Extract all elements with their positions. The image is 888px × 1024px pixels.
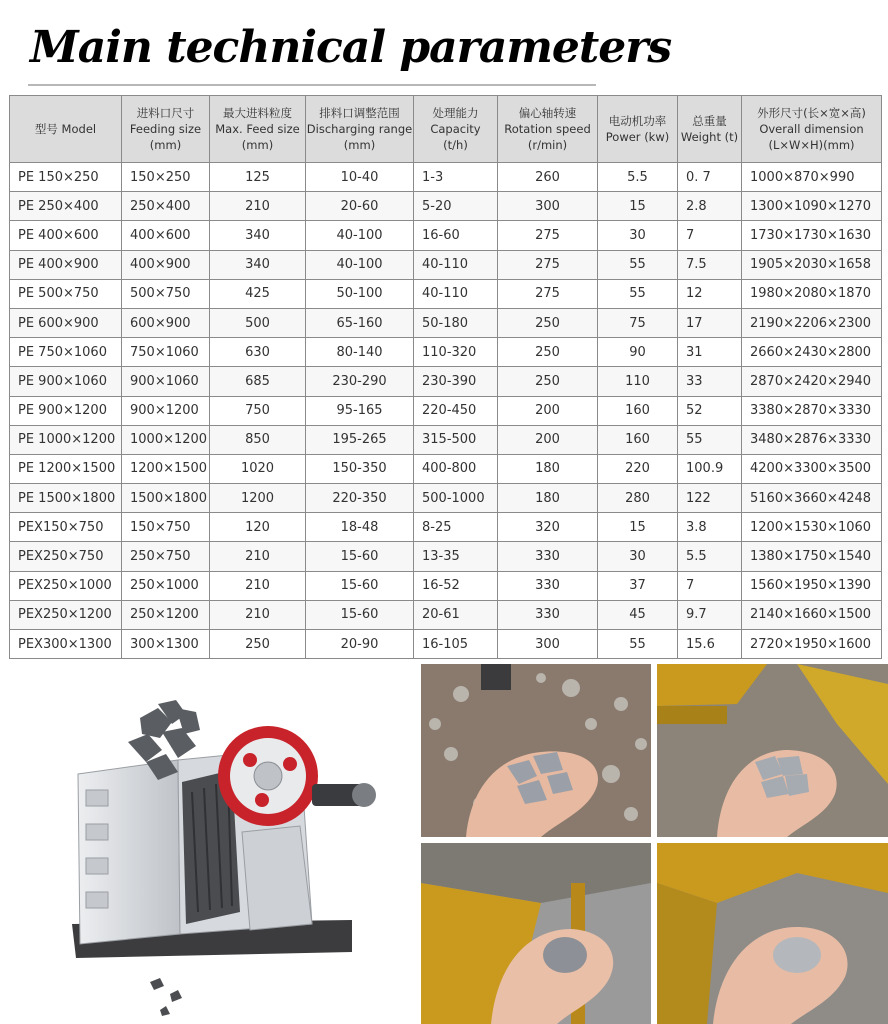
column-header-en: Overall dimension xyxy=(759,122,864,136)
table-cell: 250 xyxy=(210,630,306,659)
table-cell: 2140×1660×1500 xyxy=(742,600,882,629)
table-cell: 30 xyxy=(598,542,678,571)
table-cell: 1500×1800 xyxy=(122,484,210,513)
table-cell: 15-60 xyxy=(306,571,414,600)
table-cell: 95-165 xyxy=(306,396,414,425)
column-header xyxy=(598,96,678,163)
column-header-cn: 外形尺寸(长×宽×高) xyxy=(757,106,866,120)
table-cell: 1200×1500 xyxy=(122,454,210,483)
table-cell: 300 xyxy=(498,192,598,221)
table-cell: 250×1200 xyxy=(122,600,210,629)
column-header xyxy=(306,96,414,163)
table-row xyxy=(10,163,882,192)
table-cell: PEX250×1200 xyxy=(10,600,122,629)
table-row xyxy=(10,513,882,542)
table-cell: 10-40 xyxy=(306,163,414,192)
table-cell: 220-450 xyxy=(414,396,498,425)
table-row xyxy=(10,542,882,571)
table-cell: PEX300×1300 xyxy=(10,630,122,659)
table-cell: 330 xyxy=(498,542,598,571)
table-cell: 250×400 xyxy=(122,192,210,221)
table-row xyxy=(10,279,882,308)
table-cell: 52 xyxy=(678,396,742,425)
table-cell: 400×600 xyxy=(122,221,210,250)
column-header-cn: 排料口调整范围 xyxy=(319,106,400,120)
table-row xyxy=(10,367,882,396)
table-cell: 75 xyxy=(598,308,678,337)
table-cell: 750 xyxy=(210,396,306,425)
table-cell: PE 500×750 xyxy=(10,279,122,308)
table-cell: 1905×2030×1658 xyxy=(742,250,882,279)
product-photos xyxy=(0,662,888,1024)
table-cell: PEX250×1000 xyxy=(10,571,122,600)
jaw-crusher-illustration xyxy=(0,662,418,1024)
table-cell: PE 900×1060 xyxy=(10,367,122,396)
table-cell: 230-290 xyxy=(306,367,414,396)
table-cell: 1020 xyxy=(210,454,306,483)
table-cell: 50-100 xyxy=(306,279,414,308)
table-row xyxy=(10,454,882,483)
page-title: Main technical parameters xyxy=(30,22,672,73)
table-cell: 2660×2430×2800 xyxy=(742,338,882,367)
table-cell: 260 xyxy=(498,163,598,192)
table-cell: 40-110 xyxy=(414,250,498,279)
table-cell: 40-100 xyxy=(306,221,414,250)
table-row xyxy=(10,630,882,659)
column-header-en: Weight (t) xyxy=(680,130,739,144)
table-cell: PE 750×1060 xyxy=(10,338,122,367)
table-cell: 275 xyxy=(498,221,598,250)
column-header-cn: 偏心轴转速 xyxy=(518,106,577,120)
column-header-unit: (mm) xyxy=(343,138,376,152)
table-row xyxy=(10,571,882,600)
table-cell: 250×1000 xyxy=(122,571,210,600)
table-cell: 55 xyxy=(678,425,742,454)
table-cell: 425 xyxy=(210,279,306,308)
table-cell: 20-61 xyxy=(414,600,498,629)
table-cell: 230-390 xyxy=(414,367,498,396)
hand-gravel-photo-1 xyxy=(421,664,651,837)
table-cell: 65-160 xyxy=(306,308,414,337)
table-cell: 275 xyxy=(498,250,598,279)
table-cell: 150×750 xyxy=(122,513,210,542)
table-cell: 122 xyxy=(678,484,742,513)
table-cell: 15-60 xyxy=(306,600,414,629)
table-cell: PE 1000×1200 xyxy=(10,425,122,454)
table-cell: 55 xyxy=(598,279,678,308)
table-cell: 0. 7 xyxy=(678,163,742,192)
column-header-en: Capacity xyxy=(430,122,481,136)
table-cell: 45 xyxy=(598,600,678,629)
table-cell: 210 xyxy=(210,192,306,221)
title-underline xyxy=(28,84,596,86)
table-cell: 180 xyxy=(498,484,598,513)
table-cell: 8-25 xyxy=(414,513,498,542)
table-row xyxy=(10,250,882,279)
table-cell: 16-60 xyxy=(414,221,498,250)
table-cell: 40-100 xyxy=(306,250,414,279)
table-cell: 150×250 xyxy=(122,163,210,192)
column-header-cn: 最大进料粒度 xyxy=(223,106,292,120)
column-header-unit: (mm) xyxy=(241,138,274,152)
hand-sand-photo-1 xyxy=(421,843,651,1024)
table-cell: 320 xyxy=(498,513,598,542)
column-header-en: Rotation speed xyxy=(504,122,591,136)
table-cell: 250 xyxy=(498,308,598,337)
table-cell: 1560×1950×1390 xyxy=(742,571,882,600)
column-header-en: Power (kw) xyxy=(605,130,670,144)
table-cell: 195-265 xyxy=(306,425,414,454)
table-cell: 275 xyxy=(498,279,598,308)
table-cell: 210 xyxy=(210,600,306,629)
table-cell: 5.5 xyxy=(678,542,742,571)
column-header-cn: 处理能力 xyxy=(432,106,479,120)
table-cell: 5160×3660×4248 xyxy=(742,484,882,513)
table-cell: 900×1200 xyxy=(122,396,210,425)
table-cell: 110-320 xyxy=(414,338,498,367)
table-cell: 5.5 xyxy=(598,163,678,192)
hand-gravel-photo-2 xyxy=(657,664,888,837)
table-cell: 100.9 xyxy=(678,454,742,483)
column-header xyxy=(498,96,598,163)
table-cell: 200 xyxy=(498,425,598,454)
table-header xyxy=(10,96,882,163)
column-header-cn: 电动机功率 xyxy=(608,114,667,128)
table-cell: 630 xyxy=(210,338,306,367)
table-cell: 2.8 xyxy=(678,192,742,221)
table-cell: 850 xyxy=(210,425,306,454)
table-cell: 20-90 xyxy=(306,630,414,659)
table-cell: 7.5 xyxy=(678,250,742,279)
table-cell: 3.8 xyxy=(678,513,742,542)
table-cell: PE 900×1200 xyxy=(10,396,122,425)
table-cell: PE 600×900 xyxy=(10,308,122,337)
table-cell: PE 150×250 xyxy=(10,163,122,192)
table-cell: 15.6 xyxy=(678,630,742,659)
column-header-unit: (r/min) xyxy=(527,138,568,152)
table-cell: 5-20 xyxy=(414,192,498,221)
table-header-row xyxy=(10,96,882,163)
table-cell: PE 1200×1500 xyxy=(10,454,122,483)
table-row xyxy=(10,484,882,513)
table-cell: 300×1300 xyxy=(122,630,210,659)
table-cell: 160 xyxy=(598,396,678,425)
table-cell: PE 250×400 xyxy=(10,192,122,221)
table-cell: 15-60 xyxy=(306,542,414,571)
table-row xyxy=(10,192,882,221)
table-cell: 3380×2870×3330 xyxy=(742,396,882,425)
column-header-unit: (t/h) xyxy=(443,138,468,152)
table-cell: 9.7 xyxy=(678,600,742,629)
table-cell: 150-350 xyxy=(306,454,414,483)
table-cell: 1200×1530×1060 xyxy=(742,513,882,542)
table-cell: 80-140 xyxy=(306,338,414,367)
table-cell: 7 xyxy=(678,571,742,600)
table-cell: 1200 xyxy=(210,484,306,513)
table-cell: 500 xyxy=(210,308,306,337)
table-cell: 900×1060 xyxy=(122,367,210,396)
title-area xyxy=(0,0,888,92)
table-cell: 37 xyxy=(598,571,678,600)
table-cell: 210 xyxy=(210,571,306,600)
table-cell: 750×1060 xyxy=(122,338,210,367)
column-header xyxy=(210,96,306,163)
column-header-unit: (mm) xyxy=(149,138,182,152)
table-cell: 12 xyxy=(678,279,742,308)
column-header-en: Discharging range xyxy=(306,122,413,136)
table-cell: 220 xyxy=(598,454,678,483)
table-cell: 1-3 xyxy=(414,163,498,192)
table-cell: 1730×1730×1630 xyxy=(742,221,882,250)
column-header xyxy=(10,96,122,163)
table-cell: 250 xyxy=(498,338,598,367)
table-cell: 15 xyxy=(598,513,678,542)
table-cell: 16-105 xyxy=(414,630,498,659)
table-cell: 400×900 xyxy=(122,250,210,279)
table-cell: 55 xyxy=(598,250,678,279)
table-cell: 120 xyxy=(210,513,306,542)
table-cell: 1000×1200 xyxy=(122,425,210,454)
table-cell: PEX150×750 xyxy=(10,513,122,542)
table-cell: 90 xyxy=(598,338,678,367)
column-header-en: Feeding size xyxy=(129,122,202,136)
table-cell: 160 xyxy=(598,425,678,454)
column-header xyxy=(122,96,210,163)
table-row xyxy=(10,600,882,629)
table-cell: 31 xyxy=(678,338,742,367)
table-row xyxy=(10,396,882,425)
table-cell: 30 xyxy=(598,221,678,250)
table-cell: 13-35 xyxy=(414,542,498,571)
table-cell: 250 xyxy=(498,367,598,396)
column-header-cn: 进料口尺寸 xyxy=(136,106,195,120)
table-cell: 40-110 xyxy=(414,279,498,308)
table-cell: 110 xyxy=(598,367,678,396)
column-header xyxy=(742,96,882,163)
table-cell: 16-52 xyxy=(414,571,498,600)
table-cell: 340 xyxy=(210,250,306,279)
table-body xyxy=(10,163,882,659)
table-cell: PE 1500×1800 xyxy=(10,484,122,513)
table-row xyxy=(10,221,882,250)
column-header xyxy=(678,96,742,163)
column-header-en: Max. Feed size xyxy=(215,122,300,136)
table-cell: 55 xyxy=(598,630,678,659)
table-cell: 210 xyxy=(210,542,306,571)
table-cell: 33 xyxy=(678,367,742,396)
table-cell: 250×750 xyxy=(122,542,210,571)
table-cell: 20-60 xyxy=(306,192,414,221)
table-cell: 600×900 xyxy=(122,308,210,337)
table-cell: 50-180 xyxy=(414,308,498,337)
table-cell: 340 xyxy=(210,221,306,250)
table-cell: 280 xyxy=(598,484,678,513)
table-cell: 315-500 xyxy=(414,425,498,454)
table-cell: PE 400×600 xyxy=(10,221,122,250)
column-header-unit: (L×W×H)(mm) xyxy=(768,138,855,152)
table-cell: 4200×3300×3500 xyxy=(742,454,882,483)
column-header-cn: 型号 Model xyxy=(34,122,97,136)
table-cell: 125 xyxy=(210,163,306,192)
table-cell: PEX250×750 xyxy=(10,542,122,571)
table-cell: 2870×2420×2940 xyxy=(742,367,882,396)
table-cell: 2720×1950×1600 xyxy=(742,630,882,659)
table-cell: 1000×870×990 xyxy=(742,163,882,192)
table-cell: PE 400×900 xyxy=(10,250,122,279)
table-cell: 500×750 xyxy=(122,279,210,308)
table-cell: 500-1000 xyxy=(414,484,498,513)
table-cell: 685 xyxy=(210,367,306,396)
column-header xyxy=(414,96,498,163)
table-cell: 220-350 xyxy=(306,484,414,513)
parameters-table xyxy=(9,95,882,659)
table-cell: 17 xyxy=(678,308,742,337)
table-cell: 1300×1090×1270 xyxy=(742,192,882,221)
table-cell: 18-48 xyxy=(306,513,414,542)
table-cell: 200 xyxy=(498,396,598,425)
table-cell: 330 xyxy=(498,571,598,600)
hand-sand-photo-2 xyxy=(657,843,888,1024)
table-cell: 300 xyxy=(498,630,598,659)
table-cell: 180 xyxy=(498,454,598,483)
table-cell: 3480×2876×3330 xyxy=(742,425,882,454)
table-cell: 2190×2206×2300 xyxy=(742,308,882,337)
table-cell: 330 xyxy=(498,600,598,629)
table-row xyxy=(10,338,882,367)
table-row xyxy=(10,425,882,454)
table-cell: 15 xyxy=(598,192,678,221)
table-cell: 7 xyxy=(678,221,742,250)
table-cell: 1380×1750×1540 xyxy=(742,542,882,571)
table-cell: 400-800 xyxy=(414,454,498,483)
column-header-cn: 总重量 xyxy=(692,114,727,128)
table-cell: 1980×2080×1870 xyxy=(742,279,882,308)
table-row xyxy=(10,308,882,337)
